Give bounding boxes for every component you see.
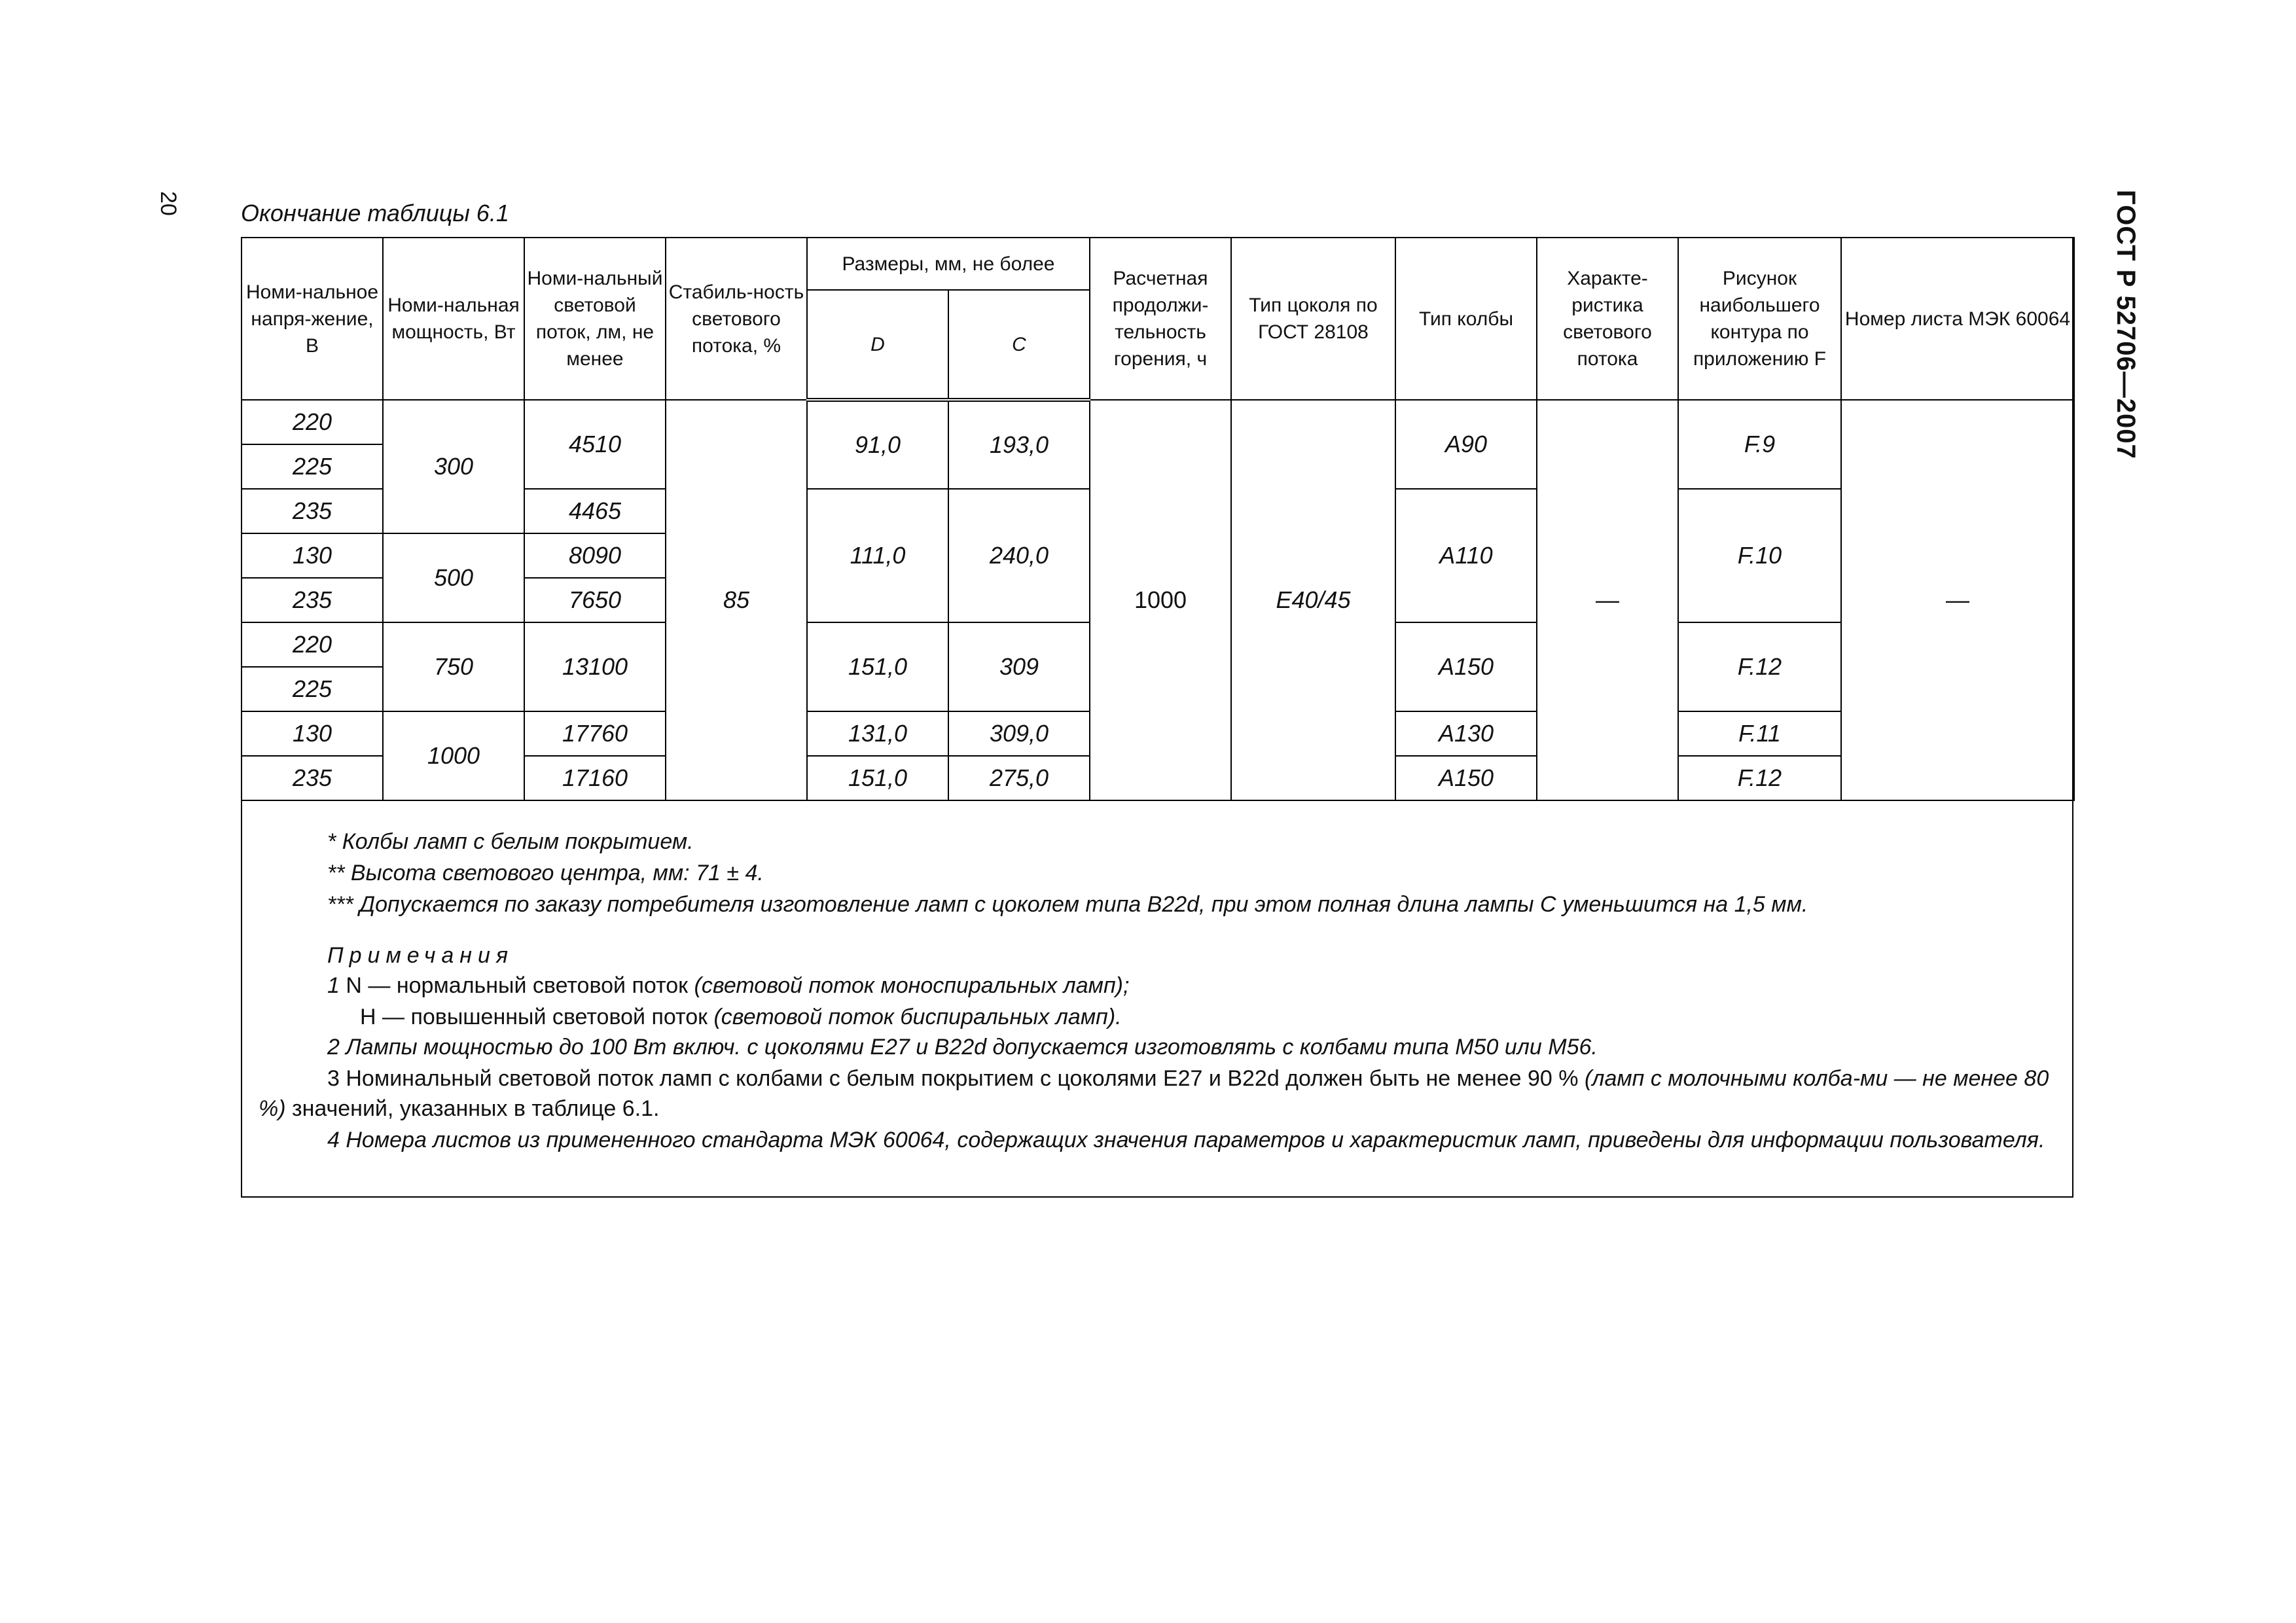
cell-bulb-type: A150: [1395, 622, 1537, 711]
cell-flux-characteristic: —: [1537, 400, 1678, 800]
cell-dim-d: 151,0: [807, 622, 948, 711]
page-number: 20: [156, 191, 181, 216]
cell-flux: 4510: [524, 400, 666, 489]
footnote: [259, 827, 2055, 857]
table-row: [242, 400, 2074, 444]
note-text: 3 Номинальный световой поток ламп с колбами с белым покрытием с цоколями Е27 и B22d должен быть не менее 90 %: [327, 1066, 1579, 1091]
note-text: значений, указанных в таблице 6.1.: [292, 1096, 660, 1121]
cell-voltage: 235: [242, 489, 383, 533]
cell-flux: 8090: [524, 533, 666, 578]
header-contour-figure: Рисунок наибольшего контура по приложению F: [1678, 238, 1841, 400]
note-text: N — нормальный световой поток: [346, 973, 689, 998]
cell-dim-c: 240,0: [948, 489, 1090, 622]
header-flux: Номи-нальный световой поток, лм, не менее: [524, 238, 666, 400]
cell-voltage: 225: [242, 667, 383, 711]
note-text: (световой поток моноспиральных ламп);: [694, 973, 1130, 998]
note-number: 1: [327, 973, 340, 998]
cell-dim-d: 111,0: [807, 489, 948, 622]
note-text: Н — повышенный световой поток: [360, 1005, 708, 1029]
header-dimensions: Размеры, мм, не более: [807, 238, 1090, 290]
cell-dim-c: 309: [948, 622, 1090, 711]
cell-voltage: 130: [242, 533, 383, 578]
cell-voltage: 220: [242, 400, 383, 444]
cell-voltage: 235: [242, 578, 383, 622]
note-text: (ламп с молочными колба-ми — не менее 80 %): [259, 1066, 2049, 1121]
header-dim-d: D: [807, 290, 948, 400]
cell-dim-c: 309,0: [948, 711, 1090, 756]
footnote-text: Допускается по заказу потребителя изготовление ламп с цоколем типа B22d, при этом полная длина лампы С уменьшится на 1,5 мм.: [359, 892, 1808, 917]
cell-dim-d: 91,0: [807, 400, 948, 489]
cell-power: 1000: [383, 711, 524, 800]
cell-dim-d: 151,0: [807, 756, 948, 800]
header-power: Номи-нальная мощность, Вт: [383, 238, 524, 400]
note-1: [259, 971, 2055, 1001]
cell-contour-figure: F.10: [1678, 489, 1841, 622]
cell-voltage: 225: [242, 444, 383, 489]
lamp-parameters-table: [241, 237, 2075, 801]
cell-bulb-type: A150: [1395, 756, 1537, 800]
header-dim-c: C: [948, 290, 1090, 400]
note-text: (световой поток биспиральных ламп).: [713, 1005, 1122, 1029]
cell-cap-type: E40/45: [1231, 400, 1395, 800]
cell-voltage: 220: [242, 622, 383, 667]
cell-bulb-type: A90: [1395, 400, 1537, 489]
table-notes: [259, 827, 2055, 1156]
note-2: 2 Лампы мощностью до 100 Вт включ. с цоколями Е27 и B22d допускается изготовлять с колбами типа М50 или М56.: [327, 1035, 1598, 1060]
cell-flux: 13100: [524, 622, 666, 711]
header-iec-sheet: Номер листа МЭК 60064: [1841, 238, 2074, 400]
cell-dim-d: 131,0: [807, 711, 948, 756]
cell-power: 500: [383, 533, 524, 622]
cell-contour-figure: F.12: [1678, 756, 1841, 800]
table-caption: Окончание таблицы 6.1: [241, 200, 509, 226]
note-4: 4 Номера листов из примененного стандарта МЭК 60064, содержащих значения параметров и характеристик ламп, приведены для информации пользователя.: [327, 1128, 2045, 1152]
cell-contour-figure: F.11: [1678, 711, 1841, 756]
cell-power: 750: [383, 622, 524, 711]
cell-dim-c: 275,0: [948, 756, 1090, 800]
cell-voltage: 235: [242, 756, 383, 800]
cell-contour-figure: F.12: [1678, 622, 1841, 711]
footnote-text: Высота светового центра, мм: 71 ± 4.: [350, 861, 764, 885]
cell-voltage: 130: [242, 711, 383, 756]
header-stability: Стабиль-ность светового потока, %: [666, 238, 807, 400]
cell-flux: 7650: [524, 578, 666, 622]
cell-iec-sheet: —: [1841, 400, 2074, 800]
header-cap-type: Тип цоколя по ГОСТ 28108: [1231, 238, 1395, 400]
cell-bulb-type: A110: [1395, 489, 1537, 622]
cell-flux: 4465: [524, 489, 666, 533]
header-bulb-type: Тип колбы: [1395, 238, 1537, 400]
cell-dim-c: 193,0: [948, 400, 1090, 489]
notes-heading: Примечания: [327, 943, 514, 968]
footnote-text: Колбы ламп с белым покрытием.: [342, 829, 694, 854]
cell-contour-figure: F.9: [1678, 400, 1841, 489]
cell-stability: 85: [666, 400, 807, 800]
note-1-continuation: [259, 1002, 2055, 1032]
footnote-mark: *: [327, 829, 336, 854]
standard-title: ГОСТ Р 52706—2007: [2111, 190, 2140, 459]
cell-bulb-type: A130: [1395, 711, 1537, 756]
cell-life: 1000: [1090, 400, 1231, 800]
footnote: [259, 858, 2055, 888]
footnote: [259, 889, 2055, 919]
footnote-mark: **: [327, 861, 345, 885]
cell-flux: 17160: [524, 756, 666, 800]
cell-power: 300: [383, 400, 524, 533]
header-life: Расчетная продолжи-тельность горения, ч: [1090, 238, 1231, 400]
header-flux-characteristic: Характе-ристика светового потока: [1537, 238, 1678, 400]
cell-flux: 17760: [524, 711, 666, 756]
note-3: [259, 1063, 2055, 1124]
header-voltage: Номи-нальное напря-жение, В: [242, 238, 383, 400]
footnote-mark: ***: [327, 892, 353, 917]
